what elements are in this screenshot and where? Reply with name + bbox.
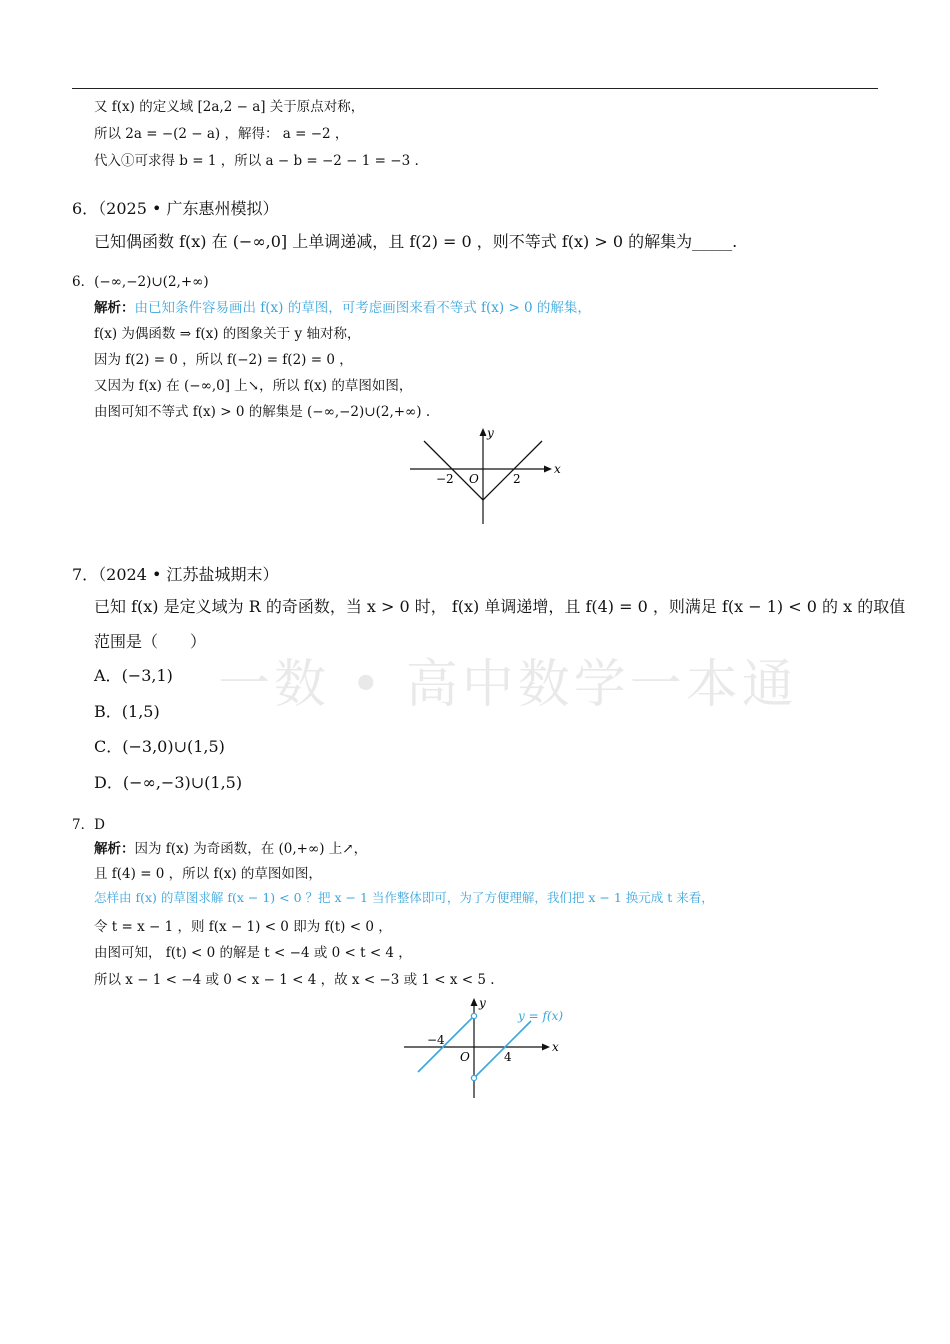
q7-option-b-text: (1,5) — [121, 702, 160, 721]
prev-solution-line-1: 又 f(x) 的定义域 [2a,2 − a] 关于原点对称， — [94, 99, 365, 115]
q7-step-3: 令 t = x − 1 ，则 f(x − 1) < 0 即为 f(t) < 0 ， — [94, 919, 392, 935]
q6-x-label: x — [554, 462, 561, 476]
q7-step-5: 所以 x − 1 < −4 或 0 < x − 1 < 4 ，故 x < −3 或 1 < x < 5 . — [94, 972, 495, 988]
q7-option-d-text: (−∞,−3)∪(1,5) — [122, 773, 243, 792]
q7-y-label: y — [479, 996, 486, 1010]
q7-hint: 怎样由 f(x) 的草图求解 f(x − 1) < 0 ？把 x − 1 当作整体即可，为了方便理解，我们把 x − 1 换元成 t 来看， — [94, 890, 714, 905]
q7-x-arrow — [542, 1044, 550, 1051]
q6-jiexi-label: 解析： — [94, 300, 135, 316]
q7-option-c-label: C． — [94, 737, 123, 756]
q6-y-arrow — [480, 428, 487, 436]
q7-jiexi-label: 解析： — [94, 841, 135, 857]
q7-option-a-text: (−3,1) — [121, 666, 173, 685]
q7-step-2: 且 f(4) = 0 ，所以 f(x) 的草图如图， — [94, 866, 322, 882]
q7-option-b-label: B． — [94, 702, 122, 721]
q7-curve-label: y = f(x) — [518, 1009, 564, 1023]
q7-option-d-label: D． — [94, 773, 123, 792]
watermark: 一数 • 高中数学一本通 — [218, 655, 798, 715]
q6-step-2: 因为 f(2) = 0 ，所以 f(−2) = f(2) = 0 ， — [94, 352, 353, 368]
q6-hint: 由已知条件容易画出 f(x) 的草图，可考虑画图来看不等式 f(x) > 0 的解集， — [134, 300, 591, 316]
q7-origin-label: O — [460, 1050, 470, 1064]
q6-header: 6．（2025 • 广东惠州模拟） — [72, 199, 279, 218]
q7-header: 7．（2024 • 江苏盐城期末） — [72, 565, 279, 584]
q7-option-d[interactable] — [94, 770, 242, 793]
q7-x-label: x — [552, 1040, 559, 1054]
top-rule — [72, 88, 878, 89]
q7-step-4: 由图可知， f(t) < 0 的解是 t < −4 或 0 < t < 4 ， — [94, 945, 412, 961]
q7-tick-pos: 4 — [504, 1050, 512, 1064]
q6-hint-line — [94, 296, 591, 316]
q7-option-c-text: (−3,0)∪(1,5) — [122, 737, 225, 756]
q6-answer: 6．(−∞,−2)∪(2,+∞) — [72, 274, 209, 290]
q6-step-3: 又因为 f(x) 在 (−∞,0] 上↘，所以 f(x) 的草图如图， — [94, 378, 413, 394]
q6-step-4: 由图可知不等式 f(x) > 0 的解集是 (−∞,−2)∪(2,+∞) . — [94, 404, 431, 420]
q7-y-arrow — [471, 998, 478, 1006]
q7-answer: 7．D — [72, 817, 105, 833]
q6-tick-pos: 2 — [513, 472, 521, 486]
q7-stem-line-1: 已知 f(x) 是定义域为 R 的奇函数，当 x > 0 时， f(x) 单调递增，且 f(4) = 0 ，则满足 f(x − 1) < 0 的 x 的取值 — [94, 597, 906, 616]
q7-graph — [398, 992, 588, 1102]
prev-solution-line-3: 代入①可求得 b = 1 ，所以 a − b = −2 − 1 = −3 . — [94, 153, 419, 169]
q6-origin-label: O — [469, 472, 479, 486]
q7-option-b[interactable] — [94, 699, 160, 722]
q6-tick-neg: −2 — [436, 472, 454, 486]
q7-stem-line-2: 范围是（ ） — [94, 632, 207, 651]
q7-curve-right — [474, 1021, 531, 1078]
q7-option-c[interactable] — [94, 734, 225, 757]
q6-y-label: y — [487, 426, 494, 440]
q7-open-point-top — [471, 1013, 476, 1018]
q7-option-a-label: A． — [94, 666, 122, 685]
q6-graph — [400, 420, 570, 530]
q6-x-arrow — [544, 466, 552, 473]
q7-step-1-line — [94, 837, 367, 857]
q6-step-1: f(x) 为偶函数 ⇒ f(x) 的图象关于 y 轴对称， — [94, 326, 361, 342]
q7-open-point-bottom — [471, 1075, 476, 1080]
prev-solution-line-2: 所以 2a = −(2 − a) ，解得： a = −2 ， — [94, 126, 349, 142]
q7-tick-neg: −4 — [427, 1033, 445, 1047]
q7-option-a[interactable] — [94, 663, 173, 686]
q6-stem: 已知偶函数 f(x) 在 (−∞,0] 上单调递减，且 f(2) = 0 ，则不等式 f(x) > 0 的解集为_____. — [94, 232, 738, 251]
q7-step-1: 因为 f(x) 为奇函数，在 (0,+∞) 上↗， — [134, 841, 368, 857]
